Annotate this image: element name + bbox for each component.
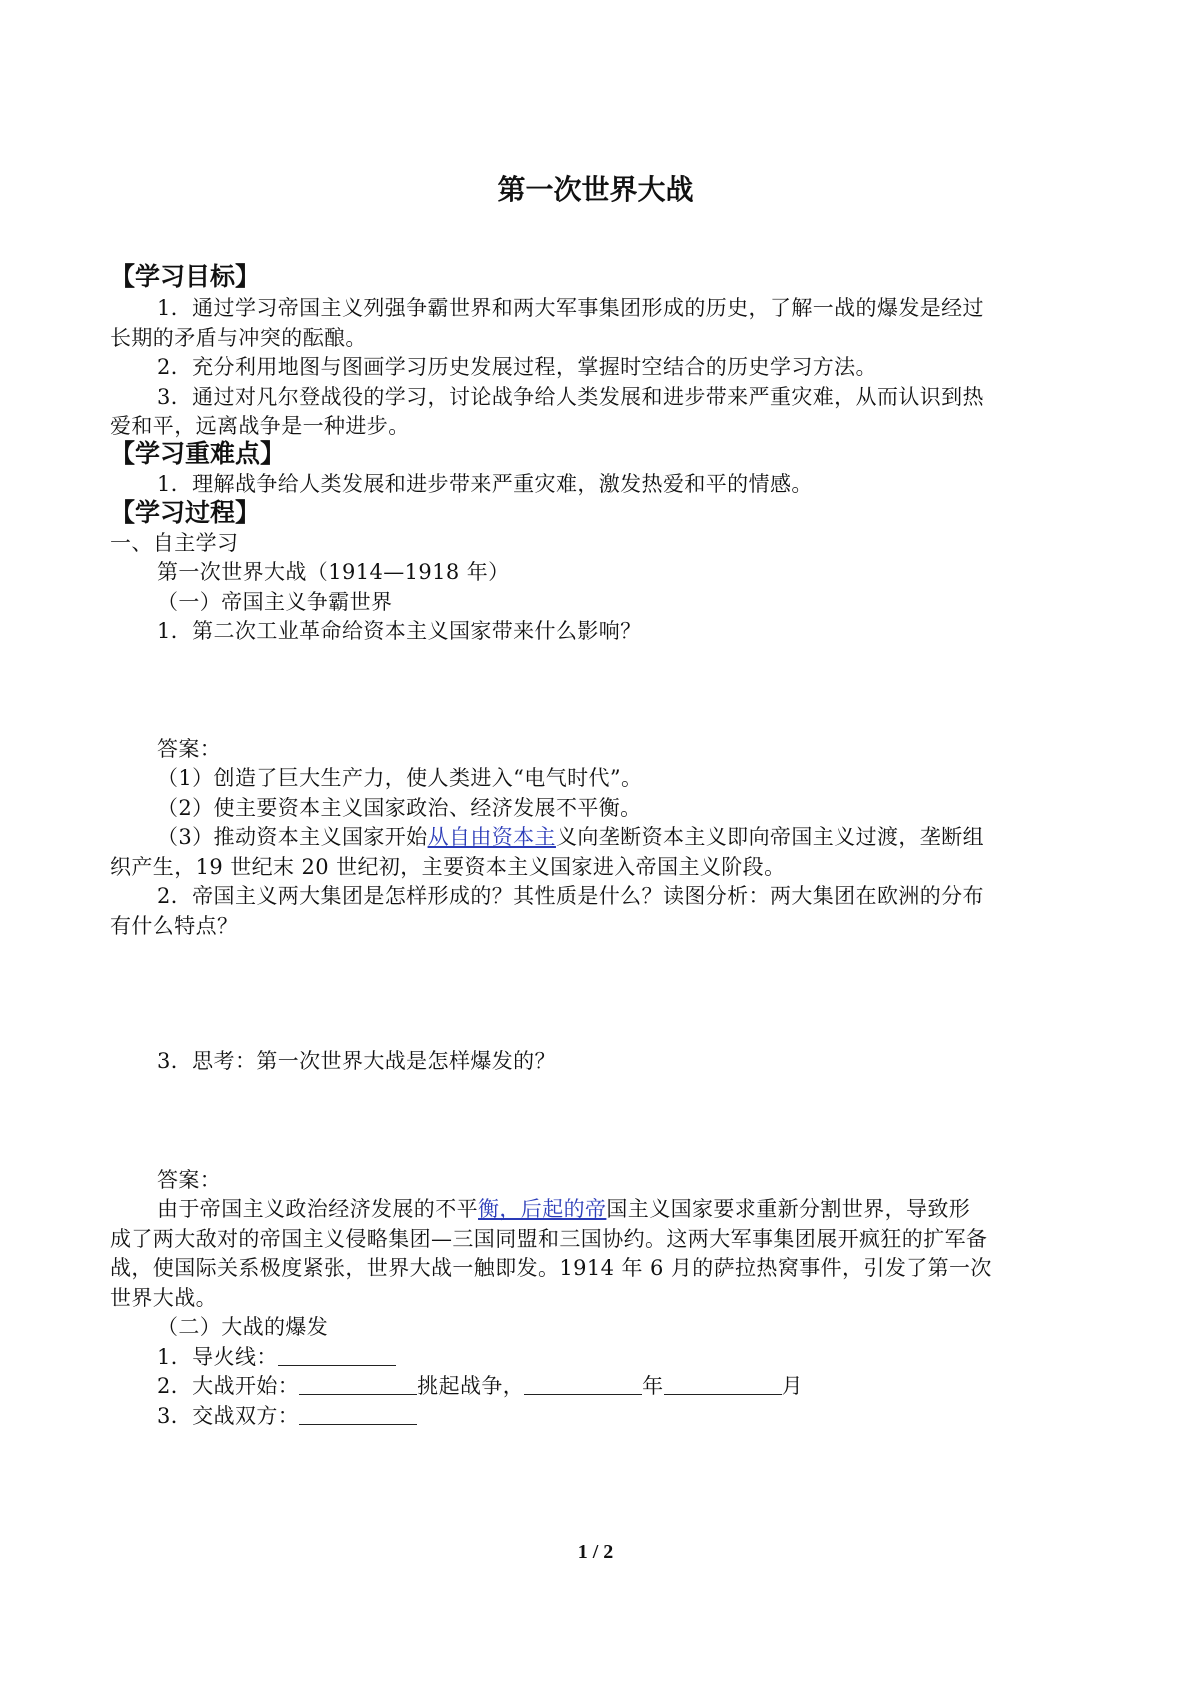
fill-item-2: 2．大战开始： 挑起战争， 年 月 [157,1374,803,1398]
key-point-1: 1．理解战争给人类发展和进步带来严重灾难，激发热爱和平的情感。 [157,472,813,496]
answer-link-1[interactable]: 从自由资本主 [427,825,556,849]
subsection-2: （二）大战的爆发 [157,1315,329,1339]
blank-field[interactable] [278,1345,396,1366]
goal-2: 2．充分利用地图与图画学习历史发展过程，掌握时空结合的历史学习方法。 [157,355,877,379]
blank-field[interactable] [299,1374,417,1395]
question-1: 1．第二次工业革命给资本主义国家带来什么影响？ [157,619,642,643]
blank-field[interactable] [299,1404,417,1425]
part-1-heading: 一、自主学习 [110,531,239,555]
section-heading-key-points: 【学习重难点】 [110,439,286,468]
subsection-1: （一）帝国主义争霸世界 [157,590,393,614]
question-2-line-2: 有什么特点？ [110,914,239,938]
answer-2-line-4: 世界大战。 [110,1286,217,1310]
page-number: 1 / 2 [577,1541,614,1563]
section-heading-goals: 【学习目标】 [110,262,261,291]
answer-link-2[interactable]: 衡，后起的帝 [478,1197,607,1221]
goal-1-line-2: 长期的矛盾与冲突的酝酿。 [110,326,367,350]
blank-field[interactable] [664,1374,782,1395]
answer-label-1: 答案： [157,737,222,761]
section-heading-process: 【学习过程】 [110,498,261,527]
goal-1-line-1: 1．通过学习帝国主义列强争霸世界和两大军事集团形成的历史，了解一战的爆发是经过 [157,296,984,320]
page-title: 第一次世界大战 [497,173,694,206]
goal-3-line-2: 爱和平，远离战争是一种进步。 [110,414,410,438]
blank-field[interactable] [524,1374,642,1395]
answer-2-line-2: 成了两大敌对的帝国主义侵略集团—三国同盟和三国协约。这两大军事集团展开疯狂的扩军备 [110,1227,988,1251]
question-2-line-1: 2．帝国主义两大集团是怎样形成的？其性质是什么？读图分析：两大集团在欧洲的分布 [157,884,984,908]
answer-1-item-1: （1）创造了巨大生产力，使人类进入“电气时代”。 [157,766,643,790]
lesson-subtitle: 第一次世界大战（1914—1918 年） [157,560,510,584]
goal-3-line-1: 3．通过对凡尔登战役的学习，讨论战争给人类发展和进步带来严重灾难，从而认识到热 [157,385,984,409]
fill-item-3: 3．交战双方： [157,1401,1147,1431]
answer-1-item-3-cont: 织产生，19 世纪末 20 世纪初，主要资本主义国家进入帝国主义阶段。 [110,855,786,879]
question-3: 3．思考：第一次世界大战是怎样爆发的？ [157,1049,556,1073]
answer-2-line-1: 由于帝国主义政治经济发展的不平衡，后起的帝国主义国家要求重新分割世界，导致形 [157,1197,971,1221]
answer-label-2: 答案： [157,1168,222,1192]
answer-1-item-2: （2）使主要资本主义国家政治、经济发展不平衡。 [157,796,642,820]
answer-1-item-3: （3）推动资本主义国家开始从自由资本主义向垄断资本主义即向帝国主义过渡，垄断组 [157,825,984,849]
fill-item-1: 1．导火线： [157,1342,1147,1372]
answer-2-line-3: 战，使国际关系极度紧张，世界大战一触即发。1914 年 6 月的萨拉热窝事件，引发了第一次 [110,1256,992,1280]
